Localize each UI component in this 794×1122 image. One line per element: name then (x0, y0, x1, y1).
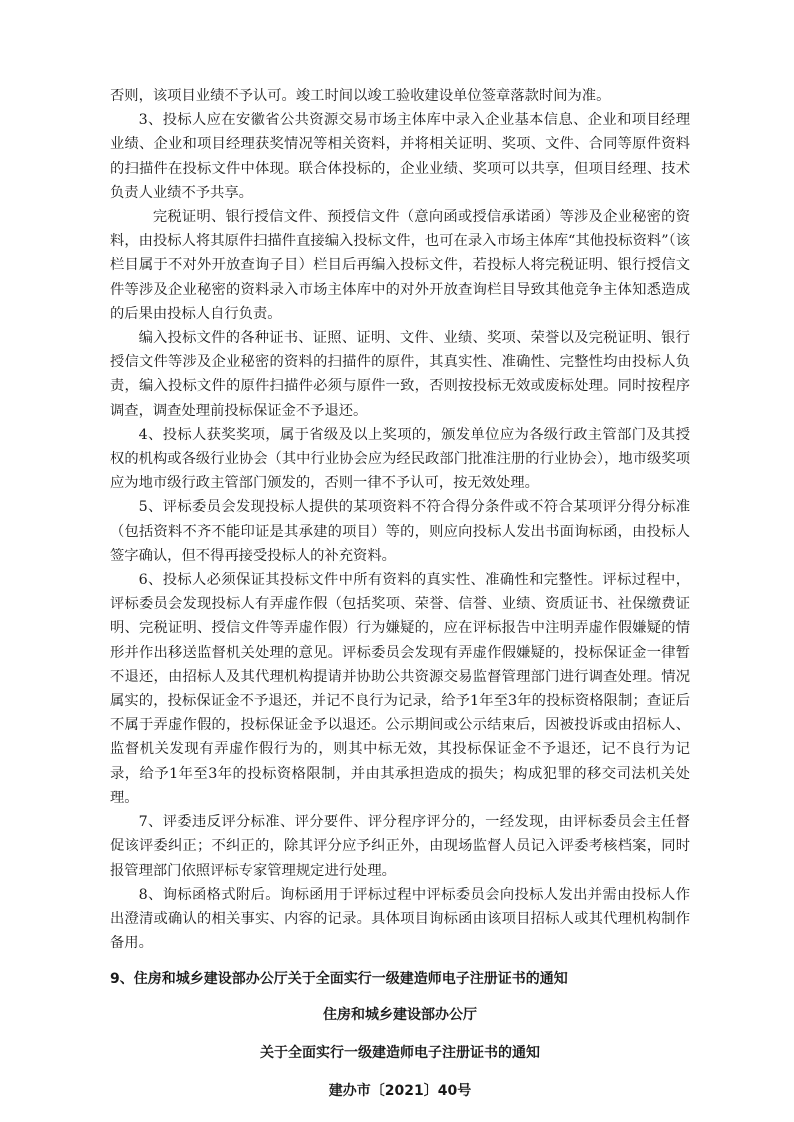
doc-title: 关于全面实行一级建造师电子注册证书的通知 (260, 1045, 540, 1062)
paragraph-item-7: 7、评委违反评分标准、评分要件、评分程序评分的，一经发现，由评标委员会主任督促该评委纠正；不纠正的，除其评分应予纠正外，由现场监督人员记入评委考核档案，同时报管理部门依照评标专家管理规定进行处理。 (110, 814, 690, 879)
paragraph-item-5: 5、评标委员会发现投标人提供的某项资料不符合得分条件或不符合某项评分得分标准（包括资料不齐不能印证是其承建的项目）等的，则应向投标人发出书面询标函，由投标人签字确认，但不得再接受投标人的补充资料。 (110, 499, 690, 564)
doc-issuer: 住房和城乡建设部办公厅 (323, 1007, 477, 1024)
paragraph-item-6: 6、投标人必须保证其投标文件中所有资料的真实性、准确性和完整性。评标过程中，评标委员会发现投标人有弄虚作假（包括奖项、荣誉、信誉、业绩、资质证书、社保缴费证明、完税证明、授信文件等弄虚作假）行为嫌疑的，应在评标报告中注明弄虚作假嫌疑的情形并作出移送监督机关处理的意见。评标委员会发现有弄虚作假嫌疑的，投标保证金一律暂不退还，由招标人及其代理机构提请并协助公共资源交易监督管理部门进行调查处理。情况属实的，投标保证金不予退还，并记不良行为记录，给予1年至3年的投标资格限制；查证后不属于弄虚作假的，投标保证金予以退还。公示期间或公示结束后，因被投诉或由招标人、监督机关发现有弄虚作假行为的，则其中标无效，其投标保证金不予退还，记不良行为记录，给予1年至3年的投标资格限制，并由其承担造成的损失；构成犯罪的移交司法机关处理。 (110, 572, 690, 806)
doc-number: 建办市〔2021〕40号 (328, 1083, 472, 1100)
section-heading: 9、住房和城乡建设部办公厅关于全面实行一级建造师电子注册证书的通知 (110, 971, 568, 988)
paragraph-item-3: 3、投标人应在安徽省公共资源交易市场主体库中录入企业基本信息、企业和项目经理业绩、企业和项目经理获奖情况等相关资料，并将相关证明、奖项、文件、合同等原件资料的扫描件在投标文件中体现。联合体投标的，企业业绩、奖项可以共享，但项目经理、技术负责人业绩不予共享。 (110, 112, 690, 201)
document-page (110, 84, 690, 1103)
paragraph-item-4: 4、投标人获奖奖项，属于省级及以上奖项的，颁发单位应为各级行政主管部门及其授权的机构或各级行业协会（其中行业协会应为经民政部门批准注册的行业协会），地市级奖项应为地市级行政主管部门颁发的，否则一律不予认可，按无效处理。 (110, 426, 690, 492)
paragraph-item-8: 8、询标函格式附后。询标函用于评标过程中评标委员会向投标人发出并需由投标人作出澄清或确认的相关事实、内容的记录。具体项目询标函由该项目招标人或其代理机构制作备用。 (110, 886, 690, 952)
paragraph-continuation: 否则，该项目业绩不予认可。竣工时间以竣工验收建设单位签章落款时间为准。 (110, 88, 611, 104)
paragraph-scanned-originals: 编入投标文件的各种证书、证照、证明、文件、业绩、奖项、荣誉以及完税证明、银行授信文件等涉及企业秘密的资料的扫描件的原件，其真实性、准确性、完整性均由投标人负责，编入投标文件的原件扫描件必须与原件一致，否则按投标无效或废标处理。同时按程序调查，调查处理前投标保证金不予退还。 (110, 330, 690, 419)
paragraph-tax-bank-docs: 完税证明、银行授信文件、预授信文件（意向函或授信承诺函）等涉及企业秘密的资料，由投标人将其原件扫描件直接编入投标文件，也可在录入市场主体库“其他投标资料”（该栏目属于不对外开放查询子目）栏目后再编入投标文件，若投标人将完税证明、银行授信文件等涉及企业秘密的资料录入市场主体库中的对外开放查询栏目导致其他竞争主体知悉造成的后果由投标人自行负责。 (110, 209, 690, 322)
